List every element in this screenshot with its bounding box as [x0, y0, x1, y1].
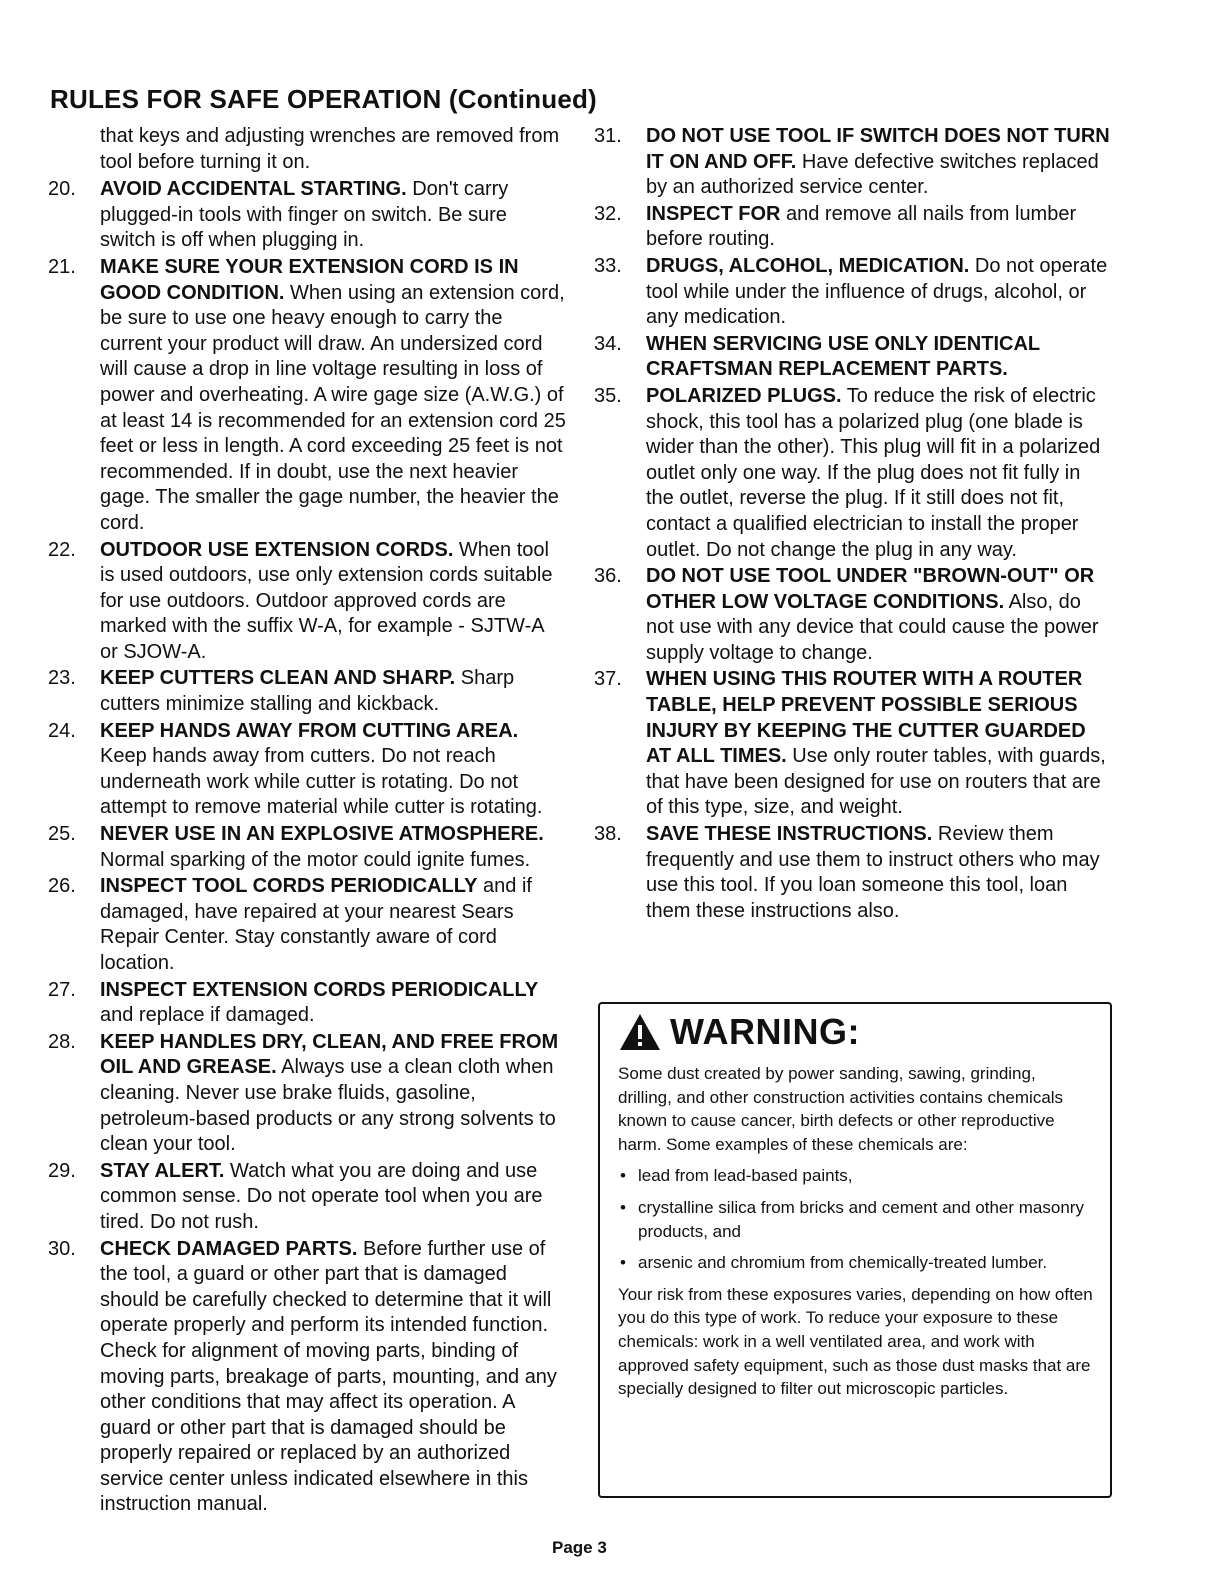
rule-number: 34.	[594, 332, 622, 355]
rule-text: Before further use of the tool, a guard or other part that is damaged should be carefully checked to determine that it will operate properly and perform its intended function. Check for alignment of moving parts, binding of moving parts, breakage of parts, mounting, and any other conditions that may affect its operation. A guard or other part that is damaged should be properly repaired or replaced by an authorized service center unless indicated elsewhere in this instruction manual.	[100, 1237, 557, 1516]
rule-heading: MAKE SURE YOUR EXTENSION CORD IS IN GOOD CONDITION.	[100, 255, 519, 304]
rule-item	[594, 254, 1112, 331]
warning-bullet: • crystalline silica from bricks and cement and other masonry products, and	[618, 1196, 1094, 1243]
rule-number: 36.	[594, 565, 622, 588]
rule-item	[48, 822, 566, 873]
rule-item	[48, 255, 566, 537]
rule-number: 31.	[594, 125, 622, 147]
rule-text: Use only router tables, with guards, that have been designed for use on routers that are of this type, size, and weight.	[646, 745, 1106, 819]
rule-heading: DO NOT USE TOOL UNDER "BROWN-OUT" OR OTHER LOW VOLTAGE CONDITIONS.	[646, 565, 1095, 613]
rule-item	[48, 874, 566, 976]
rule-text: Don't carry plugged-in tools with finger on switch. Be sure switch is off when plugging in.	[100, 178, 509, 252]
rule-text: Have defective switches replaced by an authorized service center.	[646, 150, 1099, 199]
rule-item	[48, 719, 566, 821]
rule-heading: STAY ALERT.	[100, 1159, 225, 1182]
left-column	[48, 124, 566, 1519]
rule-item	[48, 177, 566, 254]
rule-heading: DO NOT USE TOOL IF SWITCH DOES NOT TURN IT ON AND OFF.	[646, 125, 1110, 173]
rule-text: Review them frequently and use them to instruct others who may use this tool. If you loan someone this tool, loan them these instructions also.	[646, 823, 1100, 922]
rule-number: 38.	[594, 823, 622, 846]
warning-box	[598, 1002, 1112, 1498]
rule-item	[594, 202, 1112, 253]
rule-heading: KEEP HANDS AWAY FROM CUTTING AREA.	[100, 719, 519, 742]
rule-text: Watch what you are doing and use common sense. Do not operate tool when you are tired. Do not rush.	[100, 1159, 543, 1233]
rule-item	[48, 538, 566, 666]
rule-item	[48, 666, 566, 717]
rule-item	[48, 1159, 566, 1236]
rule-number: 28.	[48, 1030, 76, 1053]
rule-text: and remove all nails from lumber before routing.	[646, 202, 1077, 251]
page-title: RULES FOR SAFE OPERATION (Continued)	[50, 84, 597, 114]
warning-title: WARNING:	[670, 1011, 860, 1052]
rule-text: Also, do not use with any device that could cause the power supply voltage to change.	[646, 590, 1099, 664]
rule-heading: OUTDOOR USE EXTENSION CORDS.	[100, 538, 454, 561]
rule-item	[48, 978, 566, 1029]
rule-heading: INSPECT EXTENSION CORDS PERIODICALLY	[100, 978, 539, 1001]
warning-list	[618, 1164, 1094, 1274]
rule-number: 25.	[48, 823, 76, 846]
rule-item	[594, 124, 1112, 201]
rule-heading: DRUGS, ALCOHOL, MEDICATION.	[646, 254, 970, 277]
warning-header	[618, 1012, 1094, 1052]
warning-bullet: • lead from lead-based paints,	[618, 1164, 1094, 1188]
rule-text: Always use a clean cloth when cleaning. Never use brake fluids, gasoline, petroleum-based products or any strong solvents to clean your tool.	[100, 1056, 556, 1156]
rule-text: Keep hands away from cutters. Do not reach underneath work while cutter is rotating. Do not attempt to remove material while cutter is rotating.	[100, 745, 543, 819]
rule-item	[594, 564, 1112, 666]
rule-text: When using an extension cord, be sure to use one heavy enough to carry the current your product will draw. An undersized cord will cause a drop in line voltage resulting in loss of power and overheating. A wire gage size (A.W.G.) of at least 14 is recommended for an extension cord 25 feet or less in length. A cord exceeding 25 feet is not recommended. If in doubt, use the next heavier gage. The smaller the gage number, the heavier the cord.	[100, 281, 566, 534]
rule-number: 21.	[48, 255, 76, 278]
rule-text: and if damaged, have repaired at your nearest Sears Repair Center. Stay constantly aware of cord location.	[100, 875, 532, 974]
rule-text: Do not operate tool while under the influence of drugs, alcohol, or any medication.	[646, 254, 1108, 329]
rule-number: 20.	[48, 178, 76, 201]
rule-heading: POLARIZED PLUGS.	[646, 384, 842, 407]
warning-triangle-icon	[618, 1012, 662, 1052]
rule-text: Sharp cutters minimize stalling and kickback.	[100, 667, 515, 716]
warning-closing: Your risk from these exposures varies, depending on how often you do this type of work. To reduce your exposure to these chemicals: work in a well ventilated area, and work with approved safety equipment, such as those dust masks that are specially designed to filter out microscopic particles.	[618, 1284, 1093, 1399]
warning-bullet: • arsenic and chromium from chemically-treated lumber.	[618, 1251, 1094, 1275]
rule-heading: KEEP CUTTERS CLEAN AND SHARP.	[100, 667, 456, 690]
rule-heading: SAVE THESE INSTRUCTIONS.	[646, 823, 933, 846]
rule-item	[48, 1237, 566, 1519]
rule-heading: INSPECT FOR	[646, 202, 781, 225]
rule-number: 29.	[48, 1159, 76, 1182]
rule-number: 26.	[48, 875, 76, 898]
rule-heading: NEVER USE IN AN EXPLOSIVE ATMOSPHERE.	[100, 823, 544, 846]
rule-heading: CHECK DAMAGED PARTS.	[100, 1237, 358, 1260]
rule-number: 33.	[594, 254, 622, 277]
rule-heading: WHEN SERVICING USE ONLY IDENTICAL CRAFTSMAN REPLACEMENT PARTS.	[646, 332, 1040, 381]
rule-number: 30.	[48, 1237, 76, 1260]
rule-text: When tool is used outdoors, use only extension cords suitable for use outdoors. Outdoor approved cords are marked with the suffix W-A, for example - SJTW-A or SJOW-A.	[100, 538, 553, 663]
right-column	[594, 124, 1112, 925]
rule-text: and replace if damaged.	[100, 1004, 315, 1027]
rule-number: 32.	[594, 202, 622, 225]
rule-text: To reduce the risk of electric shock, this tool has a polarized plug (one blade is wider than the other). This plug will fit in a polarized outlet only one way. If the plug does not fit fully in the outlet, reverse the plug. If it still does not fit, contact a qualified electrician to install the proper outlet. Do not change the plug in any way.	[646, 384, 1101, 561]
rule-heading: INSPECT TOOL CORDS PERIODICALLY	[100, 875, 478, 898]
rule-item	[594, 384, 1112, 563]
rule-heading: AVOID ACCIDENTAL STARTING.	[100, 178, 407, 201]
rule-item	[594, 822, 1112, 924]
rule-number: 35.	[594, 384, 622, 407]
rule-heading: KEEP HANDLES DRY, CLEAN, AND FREE FROM OIL AND GREASE.	[100, 1030, 559, 1079]
page-number: Page 3	[552, 1538, 607, 1557]
rule-heading: WHEN USING THIS ROUTER WITH A ROUTER TABLE, HELP PREVENT POSSIBLE SERIOUS INJURY BY KEEPING THE CUTTER GUARDED AT ALL TIMES.	[646, 668, 1086, 768]
rule-number: 23.	[48, 667, 76, 690]
rule-number: 24.	[48, 719, 76, 742]
rule-number: 37.	[594, 668, 622, 691]
rule-item	[594, 332, 1112, 383]
continuation-text: that keys and adjusting wrenches are removed from tool before turning it on.	[100, 125, 560, 173]
rule-number: 27.	[48, 978, 76, 1001]
rule-number: 22.	[48, 538, 76, 561]
warning-intro: Some dust created by power sanding, sawing, grinding, drilling, and other construction activities contains chemicals known to cause cancer, birth defects or other reproductive harm. Some examples of these chemicals are:	[618, 1064, 1064, 1154]
rule-item	[48, 1030, 566, 1158]
rule-item	[594, 667, 1112, 821]
rule-text: Normal sparking of the motor could ignite fumes.	[100, 848, 531, 871]
